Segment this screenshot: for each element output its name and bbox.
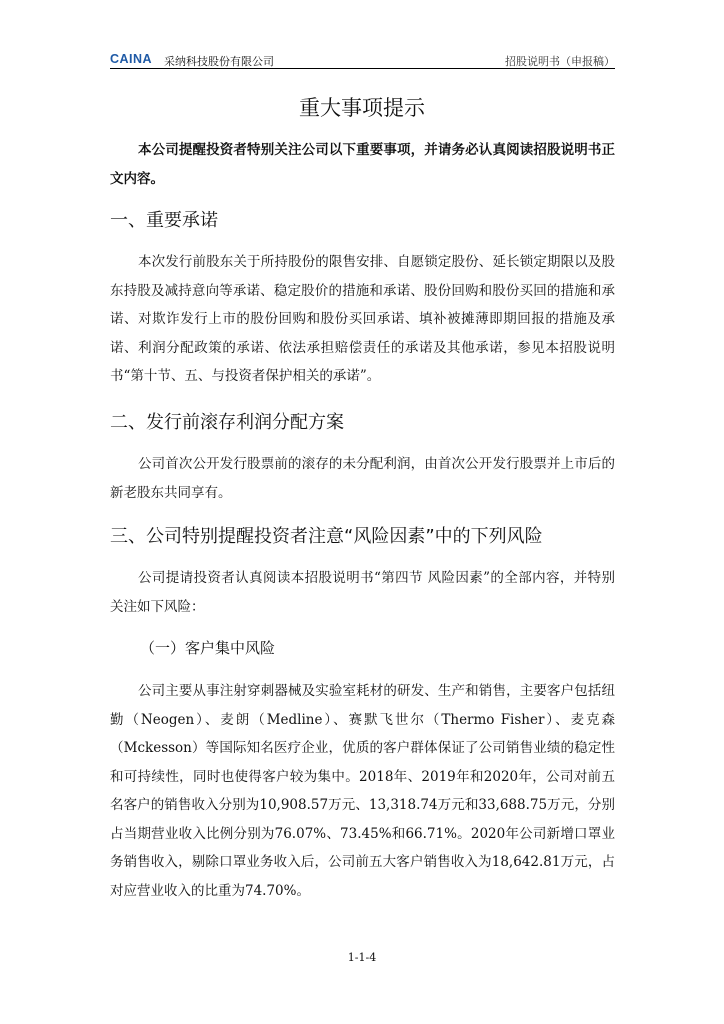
header-divider bbox=[110, 68, 615, 69]
subsection-heading: （一）客户集中风险 bbox=[140, 639, 276, 657]
section-heading-1: 一、重要承诺 bbox=[110, 210, 218, 231]
intro-paragraph: 本公司提醒投资者特别关注公司以下重要事项，并请务必认真阅读招股说明书正文内容。 bbox=[110, 142, 615, 187]
company-name: 采纳科技股份有限公司 bbox=[164, 55, 274, 68]
document-type: 招股说明书（申报稿） bbox=[505, 55, 615, 68]
subsection-paragraph: 公司主要从事注射穿刺器械及实验室耗材的研发、生产和销售，主要客户包括纽勤（Neogen）、麦朗（Medline）、赛默飞世尔（Thermo Fisher）、麦克森（Mckesson）等国际知名医疗企业，优质的客户群体保证了公司销售业绩的稳定性和可持续性，同时也使得客户较为集中。2018年、2019年和2020年，公司对前五名客户的销售收入分别为10,908.57万元、13,318.74万元和33,688.75万元，分别占当期营业收入比例分别为76.07%、73.45%和66.71%。2020年公司新增口罩业务销售收入，剔除口罩业务收入后，公司前五大客户销售收入为18,642.81万元，占对应营业收入的比重为74.70%。 bbox=[110, 683, 615, 899]
section-2-paragraph: 公司首次公开发行股票前的滚存的未分配利润，由首次公开发行股票并上市后的新老股东共同享有。 bbox=[110, 456, 615, 501]
section-3-paragraph: 公司提请投资者认真阅读本招股说明书“第四节 风险因素”的全部内容，并特别关注如下风险： bbox=[110, 570, 615, 615]
page-header bbox=[110, 52, 615, 68]
section-heading-3: 三、公司特别提醒投资者注意“风险因素”中的下列风险 bbox=[110, 526, 543, 547]
section-1-paragraph: 本次发行前股东关于所持股份的限售安排、自愿锁定股份、延长锁定期限以及股东持股及减持意向等承诺、稳定股价的措施和承诺、股份回购和股份买回的措施和承诺、对欺诈发行上市的股份回购和股份买回承诺、填补被摊薄即期回报的措施及承诺、利润分配政策的承诺、依法承担赔偿责任的承诺及其他承诺，参见本招股说明书“第十节、五、与投资者保护相关的承诺”。 bbox=[110, 254, 615, 384]
section-heading-2: 二、发行前滚存利润分配方案 bbox=[110, 412, 344, 433]
page-title: 重大事项提示 bbox=[299, 96, 425, 120]
company-logo: CAINA bbox=[110, 52, 153, 66]
page-number: 1-1-4 bbox=[347, 951, 377, 964]
